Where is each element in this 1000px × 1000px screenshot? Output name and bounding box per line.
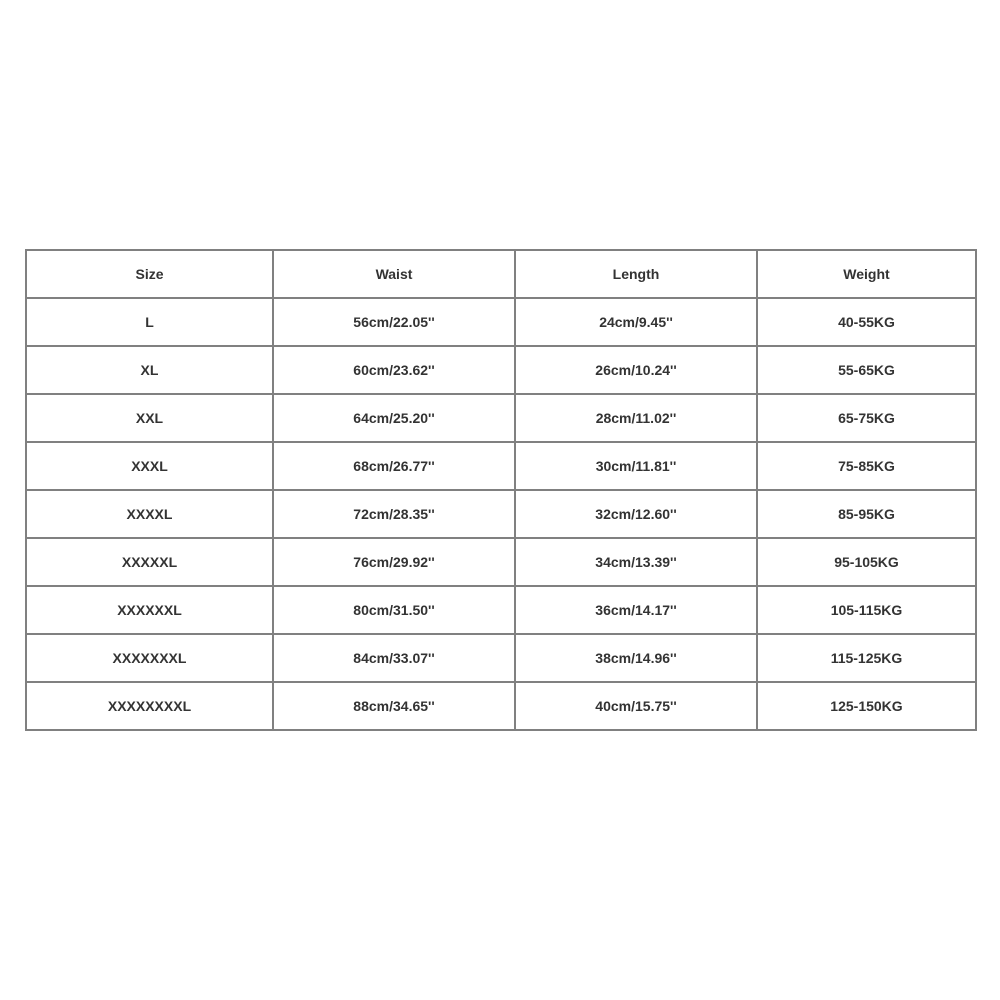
table-header	[26, 250, 976, 298]
cell-weight: 55-65KG	[757, 346, 976, 394]
cell-length: 34cm/13.39''	[515, 538, 757, 586]
cell-weight: 85-95KG	[757, 490, 976, 538]
cell-length: 24cm/9.45''	[515, 298, 757, 346]
cell-length: 28cm/11.02''	[515, 394, 757, 442]
cell-weight: 65-75KG	[757, 394, 976, 442]
cell-size: XXXXL	[26, 490, 273, 538]
cell-size: XXXXXXXXL	[26, 682, 273, 730]
cell-weight: 95-105KG	[757, 538, 976, 586]
cell-waist: 80cm/31.50''	[273, 586, 515, 634]
cell-weight: 105-115KG	[757, 586, 976, 634]
header-row	[26, 250, 976, 298]
cell-weight: 75-85KG	[757, 442, 976, 490]
cell-length: 36cm/14.17''	[515, 586, 757, 634]
cell-weight: 115-125KG	[757, 634, 976, 682]
cell-weight: 40-55KG	[757, 298, 976, 346]
table-row	[26, 298, 976, 346]
header-length: Length	[515, 250, 757, 298]
table-row	[26, 394, 976, 442]
cell-waist: 68cm/26.77''	[273, 442, 515, 490]
cell-length: 38cm/14.96''	[515, 634, 757, 682]
cell-length: 40cm/15.75''	[515, 682, 757, 730]
cell-size: XXXXXXXL	[26, 634, 273, 682]
table-row	[26, 346, 976, 394]
cell-size: XL	[26, 346, 273, 394]
header-weight: Weight	[757, 250, 976, 298]
header-waist: Waist	[273, 250, 515, 298]
cell-size: XXXL	[26, 442, 273, 490]
table-row	[26, 538, 976, 586]
cell-waist: 84cm/33.07''	[273, 634, 515, 682]
table-row	[26, 442, 976, 490]
cell-waist: 72cm/28.35''	[273, 490, 515, 538]
table-row	[26, 682, 976, 730]
cell-length: 32cm/12.60''	[515, 490, 757, 538]
cell-waist: 64cm/25.20''	[273, 394, 515, 442]
table-row	[26, 586, 976, 634]
cell-length: 26cm/10.24''	[515, 346, 757, 394]
cell-size: XXXXXXL	[26, 586, 273, 634]
cell-waist: 88cm/34.65''	[273, 682, 515, 730]
table-row	[26, 634, 976, 682]
cell-waist: 56cm/22.05''	[273, 298, 515, 346]
cell-size: XXXXXL	[26, 538, 273, 586]
header-size: Size	[26, 250, 273, 298]
cell-size: XXL	[26, 394, 273, 442]
table-row	[26, 490, 976, 538]
cell-waist: 76cm/29.92''	[273, 538, 515, 586]
cell-size: L	[26, 298, 273, 346]
size-chart-table	[25, 249, 977, 731]
cell-weight: 125-150KG	[757, 682, 976, 730]
table-body	[26, 298, 976, 730]
cell-waist: 60cm/23.62''	[273, 346, 515, 394]
cell-length: 30cm/11.81''	[515, 442, 757, 490]
